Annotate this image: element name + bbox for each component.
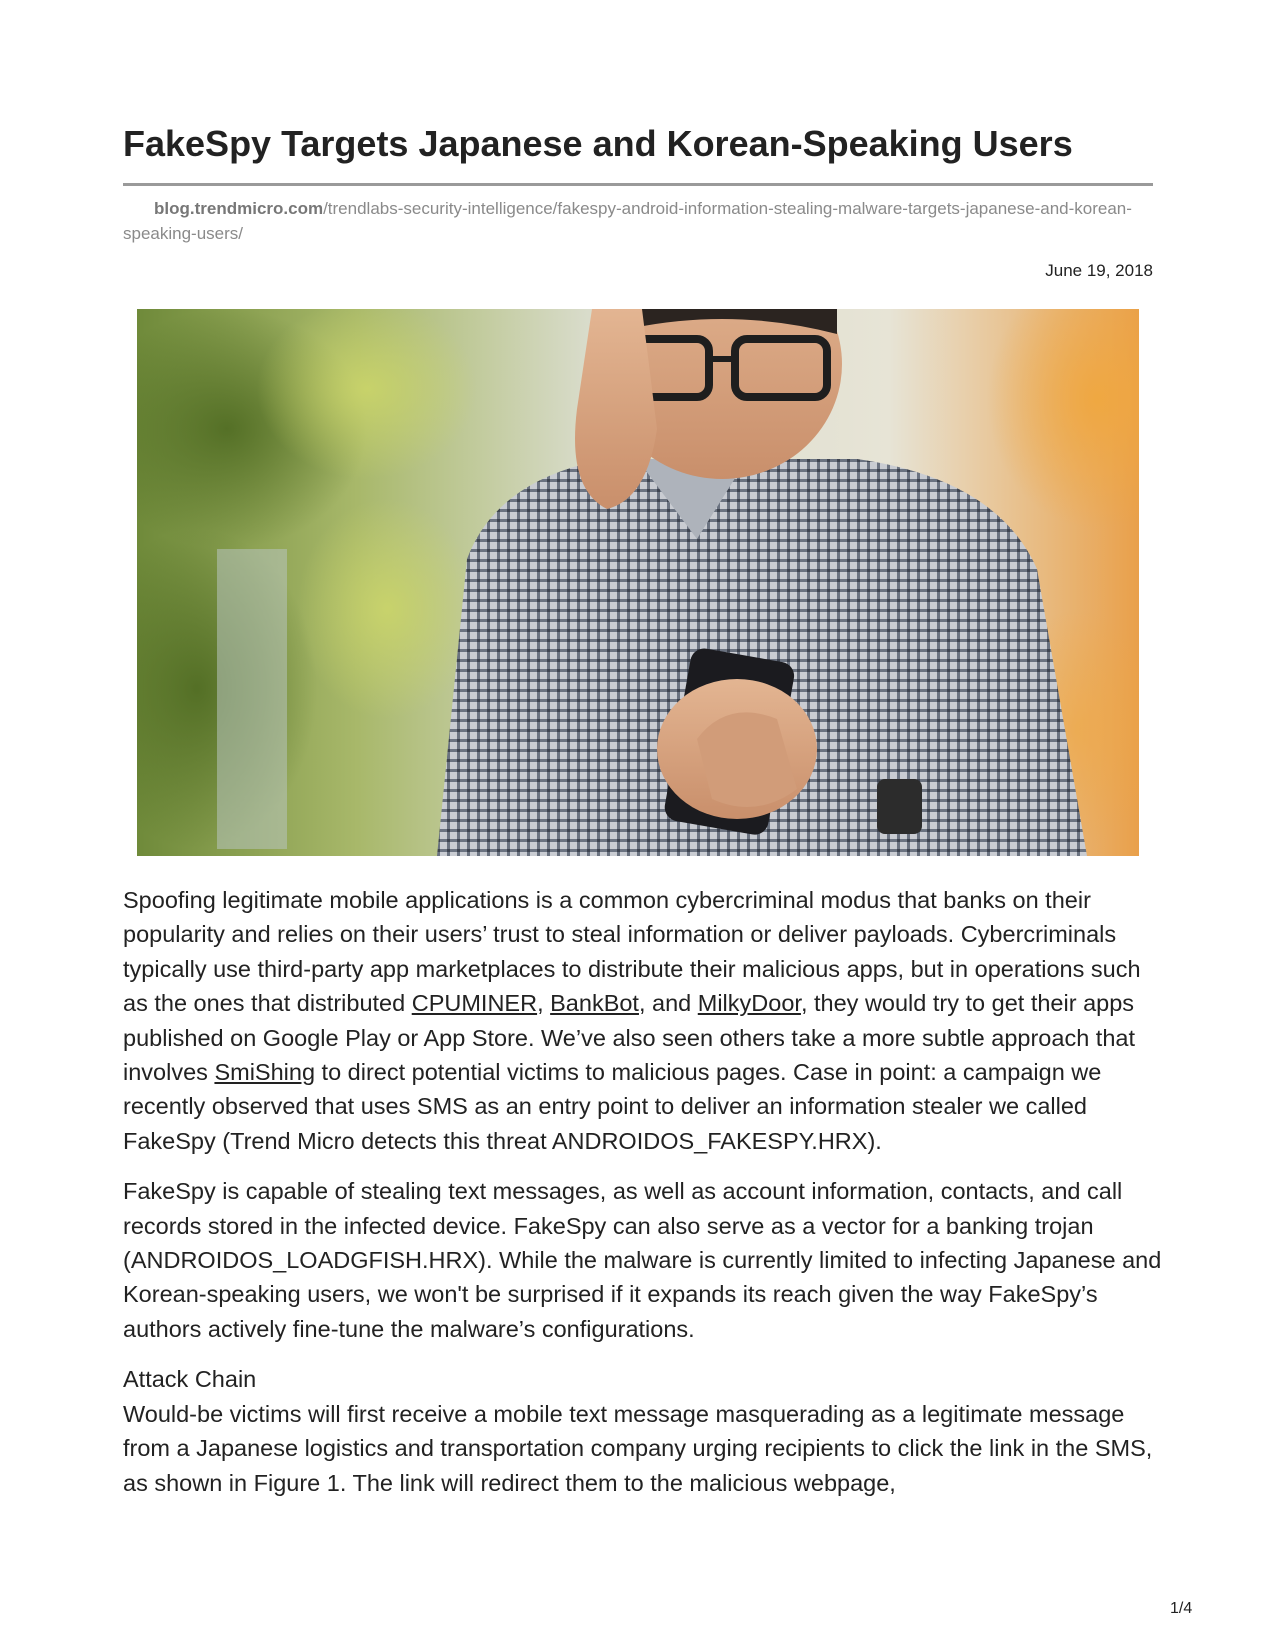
source-url-path[interactable]: /trendlabs-security-intelligence/fakespy-android-information-stealing-malware-targets-japanese-and-korean-speaking-users/ (123, 199, 1132, 243)
paragraph-intro-text-1: Spoofing legitimate mobile applications is a common cybercriminal modus that banks on their popularity and relies on their users’ trust to steal information or deliver payloads. Cybercriminals typically use third-party app marketplaces to distribute their malicious apps, but in operations such as the ones that distributed (123, 887, 1141, 1017)
paragraph-attack-chain: Would-be victims will first receive a mobile text message masquerading as a legitimate message from a Japanese logistics and transportation company urging recipients to click the link in the SMS, as shown in Figure 1. The link will redirect them to the malicious webpage, (123, 1400, 1153, 1496)
publish-date: June 19, 2018 (1045, 261, 1153, 280)
paragraph-intro-text-3: to direct potential victims to malicious pages. Case in point: a campaign we recently observed that uses SMS as an entry point to deliver an information stealer we called FakeSpy (Trend Micro detects this threat ANDROIDOS_FAKESPY.HRX). (123, 1059, 1102, 1154)
source-url[interactable] (123, 196, 1153, 246)
paragraph-capabilities: FakeSpy is capable of stealing text messages, as well as account information, contacts, and call records stored in the infected device. FakeSpy can also serve as a vector for a banking trojan (ANDROIDOS_LOADGFISH.HRX). While the malware is currently limited to infecting Japanese and Korean-speaking users, we won't be surprised if it expands its reach given the way FakeSpy’s authors actively fine-tune the malware’s configurations. (123, 1178, 1162, 1342)
paragraph-intro (123, 883, 1163, 1158)
page-number: 1/4 (1170, 1600, 1193, 1617)
link-bankbot[interactable]: BankBot (550, 990, 639, 1017)
link-cpuminer[interactable]: CPUMINER (411, 990, 538, 1017)
section-heading-attack-chain: Attack Chain (123, 1366, 257, 1393)
title-divider (123, 183, 1153, 186)
article-body (123, 883, 1163, 1516)
paragraph-intro-sep-2: , and (638, 990, 698, 1017)
paragraph-intro-text-2: , they would try to get their apps published on Google Play or App Store. We’ve also seen others take a more subtle approach that involves (123, 990, 1135, 1086)
link-milkydoor[interactable]: MilkyDoor (697, 990, 801, 1017)
link-smishing[interactable]: SmiShing (214, 1059, 316, 1086)
paragraph-intro-sep-1: , (537, 990, 551, 1017)
source-url-domain[interactable]: blog.trendmicro.com (154, 199, 324, 218)
hero-image-worried-man-with-phone (137, 309, 1139, 856)
article-title: FakeSpy Targets Japanese and Korean-Speaking Users (123, 123, 1073, 164)
